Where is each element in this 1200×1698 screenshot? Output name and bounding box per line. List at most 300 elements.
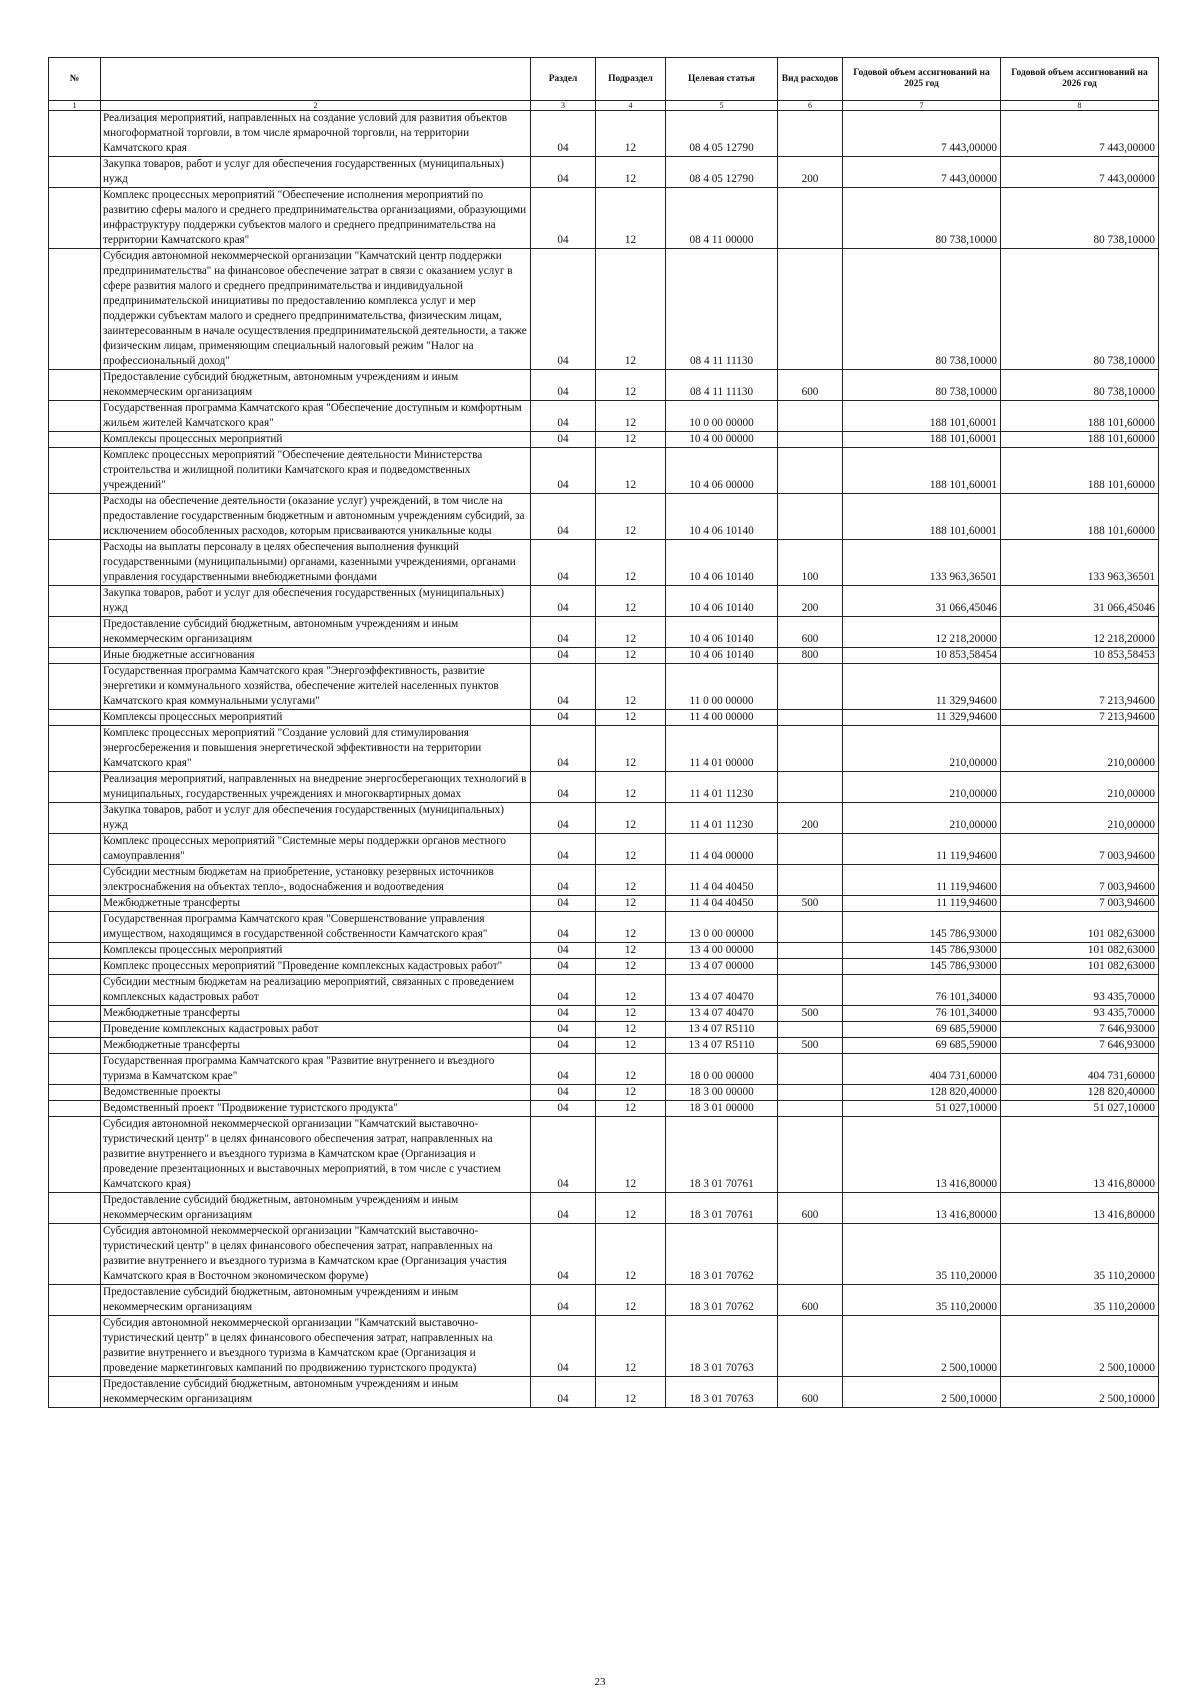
cell-statya: 11 0 00 00000 (666, 664, 778, 710)
cell-razdel: 04 (531, 943, 596, 959)
cell-podrazdel: 12 (596, 157, 666, 188)
cell-amount-2026: 35 110,20000 (1001, 1224, 1159, 1285)
column-number: 7 (843, 101, 1001, 111)
column-number: 5 (666, 101, 778, 111)
cell-amount-2025: 128 820,40000 (843, 1085, 1001, 1101)
cell-amount-2025: 35 110,20000 (843, 1224, 1001, 1285)
cell-statya: 08 4 11 11130 (666, 249, 778, 370)
cell-razdel: 04 (531, 1006, 596, 1022)
cell-podrazdel: 12 (596, 975, 666, 1006)
cell-podrazdel: 12 (596, 834, 666, 865)
table-row (49, 943, 1159, 959)
cell-statya: 18 3 00 00000 (666, 1085, 778, 1101)
cell-podrazdel: 12 (596, 111, 666, 157)
cell-podrazdel: 12 (596, 959, 666, 975)
table-row (49, 1006, 1159, 1022)
cell-statya: 10 4 06 10140 (666, 540, 778, 586)
cell-number (49, 912, 101, 943)
table-row (49, 726, 1159, 772)
cell-podrazdel: 12 (596, 370, 666, 401)
cell-vid (778, 1117, 843, 1193)
cell-vid (778, 772, 843, 803)
cell-amount-2025: 11 329,94600 (843, 710, 1001, 726)
cell-amount-2025: 80 738,10000 (843, 249, 1001, 370)
cell-statya: 11 4 04 40450 (666, 896, 778, 912)
cell-podrazdel: 12 (596, 432, 666, 448)
header-2025: Годовой объем ассигнований на 2025 год (843, 58, 1001, 101)
cell-vid: 100 (778, 540, 843, 586)
cell-amount-2026: 188 101,60000 (1001, 401, 1159, 432)
cell-name: Субсидии местным бюджетам на реализацию мероприятий, связанных с проведением комплексных кадастровых работ (101, 975, 531, 1006)
cell-name: Межбюджетные трансферты (101, 1006, 531, 1022)
cell-vid (778, 1022, 843, 1038)
cell-number (49, 834, 101, 865)
cell-razdel: 04 (531, 1085, 596, 1101)
cell-amount-2026: 7 646,93000 (1001, 1038, 1159, 1054)
cell-amount-2026: 210,00000 (1001, 803, 1159, 834)
cell-number (49, 959, 101, 975)
cell-statya: 18 3 01 70763 (666, 1377, 778, 1408)
cell-number (49, 1377, 101, 1408)
cell-name: Предоставление субсидий бюджетным, автономным учреждениям и иным некоммерческим организациям (101, 1285, 531, 1316)
cell-amount-2026: 7 443,00000 (1001, 111, 1159, 157)
cell-number (49, 803, 101, 834)
table-row (49, 249, 1159, 370)
cell-name: Государственная программа Камчатского края "Обеспечение доступным и комфортным жильем жителей Камчатского края" (101, 401, 531, 432)
column-number: 2 (101, 101, 531, 111)
cell-statya: 08 4 11 11130 (666, 370, 778, 401)
cell-name: Межбюджетные трансферты (101, 1038, 531, 1054)
cell-vid: 800 (778, 648, 843, 664)
cell-name: Межбюджетные трансферты (101, 896, 531, 912)
cell-amount-2026: 2 500,10000 (1001, 1377, 1159, 1408)
cell-name: Закупка товаров, работ и услуг для обеспечения государственных (муниципальных) нужд (101, 803, 531, 834)
cell-name: Государственная программа Камчатского края "Развитие внутреннего и въездного туризма в Камчатском крае" (101, 1054, 531, 1085)
cell-podrazdel: 12 (596, 772, 666, 803)
cell-name: Комплекс процессных мероприятий "Системные меры поддержки органов местного самоуправления" (101, 834, 531, 865)
cell-name: Комплексы процессных мероприятий (101, 943, 531, 959)
table-row (49, 664, 1159, 710)
cell-podrazdel: 12 (596, 1285, 666, 1316)
cell-number (49, 710, 101, 726)
cell-amount-2026: 133 963,36501 (1001, 540, 1159, 586)
cell-statya: 13 0 00 00000 (666, 912, 778, 943)
cell-number (49, 249, 101, 370)
cell-statya: 10 4 06 10140 (666, 617, 778, 648)
cell-name: Комплексы процессных мероприятий (101, 432, 531, 448)
cell-razdel: 04 (531, 865, 596, 896)
cell-vid (778, 494, 843, 540)
cell-statya: 10 4 06 00000 (666, 448, 778, 494)
cell-vid: 600 (778, 617, 843, 648)
cell-amount-2025: 210,00000 (843, 803, 1001, 834)
cell-vid (778, 1316, 843, 1377)
cell-name: Предоставление субсидий бюджетным, автономным учреждениям и иным некоммерческим организациям (101, 1377, 531, 1408)
cell-number (49, 1285, 101, 1316)
cell-vid: 200 (778, 803, 843, 834)
cell-vid: 600 (778, 1285, 843, 1316)
cell-amount-2025: 11 119,94600 (843, 834, 1001, 865)
cell-razdel: 04 (531, 370, 596, 401)
header-row (49, 58, 1159, 101)
cell-razdel: 04 (531, 803, 596, 834)
table-row (49, 1316, 1159, 1377)
cell-number (49, 1316, 101, 1377)
cell-statya: 11 4 04 00000 (666, 834, 778, 865)
cell-vid (778, 959, 843, 975)
cell-vid (778, 834, 843, 865)
cell-name: Реализация мероприятий, направленных на внедрение энергосберегающих технологий в муниципальных, государственных учреждениях и многоквартирных домах (101, 772, 531, 803)
column-number: 1 (49, 101, 101, 111)
cell-amount-2026: 12 218,20000 (1001, 617, 1159, 648)
cell-podrazdel: 12 (596, 1038, 666, 1054)
table-row (49, 1022, 1159, 1038)
cell-vid (778, 912, 843, 943)
table-row (49, 834, 1159, 865)
table-row (49, 1224, 1159, 1285)
cell-podrazdel: 12 (596, 664, 666, 710)
cell-name: Комплекс процессных мероприятий "Обеспечение деятельности Министерства строительства и жилищной политики Камчатского края и подведомственных учреждений" (101, 448, 531, 494)
cell-name: Комплекс процессных мероприятий "Создание условий для стимулирования энергосбережения и повышения энергетической эффективности на территории Камчатского края" (101, 726, 531, 772)
cell-amount-2026: 51 027,10000 (1001, 1101, 1159, 1117)
cell-statya: 18 0 00 00000 (666, 1054, 778, 1085)
cell-amount-2026: 80 738,10000 (1001, 249, 1159, 370)
table-row (49, 540, 1159, 586)
cell-number (49, 586, 101, 617)
cell-amount-2026: 35 110,20000 (1001, 1285, 1159, 1316)
table-row (49, 1101, 1159, 1117)
cell-statya: 11 4 01 11230 (666, 772, 778, 803)
cell-amount-2025: 10 853,58454 (843, 648, 1001, 664)
cell-razdel: 04 (531, 617, 596, 648)
cell-podrazdel: 12 (596, 1117, 666, 1193)
table-row (49, 803, 1159, 834)
cell-amount-2025: 145 786,93000 (843, 912, 1001, 943)
cell-statya: 18 3 01 70763 (666, 1316, 778, 1377)
cell-statya: 10 4 06 10140 (666, 494, 778, 540)
cell-amount-2025: 12 218,20000 (843, 617, 1001, 648)
cell-name: Проведение комплексных кадастровых работ (101, 1022, 531, 1038)
cell-vid (778, 975, 843, 1006)
table-row (49, 772, 1159, 803)
cell-podrazdel: 12 (596, 943, 666, 959)
table-row (49, 111, 1159, 157)
table-row (49, 401, 1159, 432)
cell-amount-2026: 13 416,80000 (1001, 1193, 1159, 1224)
cell-vid: 500 (778, 1038, 843, 1054)
cell-amount-2026: 128 820,40000 (1001, 1085, 1159, 1101)
cell-name: Комплекс процессных мероприятий "Обеспечение исполнения мероприятий по развитию сферы малого и среднего предпринимательства организациями, образующими инфраструктуру поддержки субъектов малого и среднего предпринимательства на территории Камчатского края" (101, 188, 531, 249)
cell-amount-2025: 51 027,10000 (843, 1101, 1001, 1117)
cell-name: Субсидия автономной некоммерческой организации "Камчатский выставочно-туристический центр" в целях финансового обеспечения затрат, направленных на развитие внутреннего и въездного туризма в Камчатском крае (Организация и проведение маркетинговых кампаний по продвижению туристского продукта) (101, 1316, 531, 1377)
cell-number (49, 1193, 101, 1224)
cell-razdel: 04 (531, 648, 596, 664)
cell-razdel: 04 (531, 1101, 596, 1117)
cell-number (49, 1085, 101, 1101)
cell-vid (778, 943, 843, 959)
cell-amount-2025: 13 416,80000 (843, 1193, 1001, 1224)
cell-amount-2026: 188 101,60000 (1001, 432, 1159, 448)
cell-amount-2025: 404 731,60000 (843, 1054, 1001, 1085)
cell-name: Ведомственный проект "Продвижение туристского продукта" (101, 1101, 531, 1117)
header-podrazdel: Подраздел (596, 58, 666, 101)
cell-number (49, 494, 101, 540)
cell-razdel: 04 (531, 726, 596, 772)
cell-vid (778, 1054, 843, 1085)
budget-allocation-table (48, 57, 1159, 1408)
cell-number (49, 772, 101, 803)
table-row (49, 617, 1159, 648)
cell-amount-2025: 80 738,10000 (843, 188, 1001, 249)
cell-podrazdel: 12 (596, 896, 666, 912)
cell-podrazdel: 12 (596, 1193, 666, 1224)
cell-statya: 13 4 07 R5110 (666, 1038, 778, 1054)
cell-podrazdel: 12 (596, 540, 666, 586)
cell-name: Закупка товаров, работ и услуг для обеспечения государственных (муниципальных) нужд (101, 157, 531, 188)
cell-razdel: 04 (531, 432, 596, 448)
header-statya: Целевая статья (666, 58, 778, 101)
cell-name: Предоставление субсидий бюджетным, автономным учреждениям и иным некоммерческим организациям (101, 1193, 531, 1224)
cell-statya: 18 3 01 70762 (666, 1285, 778, 1316)
cell-name: Субсидии местным бюджетам на приобретение, установку резервных источников электроснабжения на объектах тепло-, водоснабжения и водоотведения (101, 865, 531, 896)
cell-statya: 13 4 00 00000 (666, 943, 778, 959)
cell-podrazdel: 12 (596, 1006, 666, 1022)
cell-amount-2025: 11 329,94600 (843, 664, 1001, 710)
cell-amount-2025: 31 066,45046 (843, 586, 1001, 617)
table-row (49, 157, 1159, 188)
table-row (49, 1085, 1159, 1101)
cell-vid: 200 (778, 157, 843, 188)
cell-name: Государственная программа Камчатского края "Энергоэффективность, развитие энергетики и коммунального хозяйства, обеспечение жителей населенных пунктов Камчатского края коммунальными услугами" (101, 664, 531, 710)
table-row (49, 188, 1159, 249)
cell-amount-2025: 13 416,80000 (843, 1117, 1001, 1193)
cell-amount-2026: 101 082,63000 (1001, 912, 1159, 943)
table-row (49, 710, 1159, 726)
cell-razdel: 04 (531, 959, 596, 975)
cell-podrazdel: 12 (596, 648, 666, 664)
cell-razdel: 04 (531, 710, 596, 726)
cell-amount-2025: 7 443,00000 (843, 157, 1001, 188)
cell-amount-2026: 7 003,94600 (1001, 896, 1159, 912)
cell-amount-2025: 145 786,93000 (843, 943, 1001, 959)
table-row (49, 912, 1159, 943)
cell-vid (778, 710, 843, 726)
table-row (49, 1054, 1159, 1085)
cell-name: Субсидия автономной некоммерческой организации "Камчатский выставочно-туристический центр" в целях финансового обеспечения затрат, направленных на развитие внутреннего и въездного туризма в Камчатском крае (Организация и проведение презентационных и выставочных мероприятий, в том числе с участием Камчатского края) (101, 1117, 531, 1193)
table-row (49, 1038, 1159, 1054)
cell-amount-2025: 80 738,10000 (843, 370, 1001, 401)
cell-vid: 200 (778, 586, 843, 617)
cell-number (49, 540, 101, 586)
column-number-row (49, 101, 1159, 111)
cell-podrazdel: 12 (596, 865, 666, 896)
cell-razdel: 04 (531, 586, 596, 617)
cell-amount-2026: 31 066,45046 (1001, 586, 1159, 617)
cell-amount-2026: 101 082,63000 (1001, 943, 1159, 959)
cell-amount-2026: 13 416,80000 (1001, 1117, 1159, 1193)
table-row (49, 1117, 1159, 1193)
cell-amount-2025: 76 101,34000 (843, 1006, 1001, 1022)
cell-vid (778, 1224, 843, 1285)
cell-razdel: 04 (531, 540, 596, 586)
cell-vid: 600 (778, 370, 843, 401)
table-row (49, 959, 1159, 975)
cell-podrazdel: 12 (596, 1224, 666, 1285)
cell-vid (778, 249, 843, 370)
table-row (49, 448, 1159, 494)
cell-razdel: 04 (531, 494, 596, 540)
cell-amount-2026: 7 003,94600 (1001, 865, 1159, 896)
cell-razdel: 04 (531, 834, 596, 865)
cell-vid: 600 (778, 1377, 843, 1408)
cell-vid (778, 111, 843, 157)
cell-name: Расходы на выплаты персоналу в целях обеспечения выполнения функций государственными (муниципальными) органами, казенными учреждениями, органами управления государственными внебюджетными фондами (101, 540, 531, 586)
cell-number (49, 401, 101, 432)
cell-amount-2026: 101 082,63000 (1001, 959, 1159, 975)
cell-amount-2026: 210,00000 (1001, 772, 1159, 803)
cell-razdel: 04 (531, 1316, 596, 1377)
cell-amount-2025: 69 685,59000 (843, 1038, 1001, 1054)
cell-amount-2026: 7 003,94600 (1001, 834, 1159, 865)
cell-number (49, 896, 101, 912)
cell-amount-2026: 188 101,60000 (1001, 494, 1159, 540)
cell-razdel: 04 (531, 1285, 596, 1316)
table-header (49, 58, 1159, 111)
column-number: 4 (596, 101, 666, 111)
table-row (49, 896, 1159, 912)
cell-name: Расходы на обеспечение деятельности (оказание услуг) учреждений, в том числе на предоставление государственным бюджетным и автономным учреждениям субсидий, за исключением обособленных расходов, которым присваиваются уникальные коды (101, 494, 531, 540)
cell-statya: 18 3 01 70761 (666, 1117, 778, 1193)
cell-name: Предоставление субсидий бюджетным, автономным учреждениям и иным некоммерческим организациям (101, 617, 531, 648)
cell-statya: 08 4 11 00000 (666, 188, 778, 249)
cell-amount-2026: 404 731,60000 (1001, 1054, 1159, 1085)
cell-amount-2025: 2 500,10000 (843, 1377, 1001, 1408)
cell-number (49, 1006, 101, 1022)
cell-number (49, 617, 101, 648)
cell-statya: 13 4 07 40470 (666, 975, 778, 1006)
cell-razdel: 04 (531, 912, 596, 943)
cell-amount-2026: 7 213,94600 (1001, 664, 1159, 710)
cell-number (49, 188, 101, 249)
cell-podrazdel: 12 (596, 401, 666, 432)
cell-podrazdel: 12 (596, 249, 666, 370)
cell-vid (778, 1085, 843, 1101)
cell-amount-2025: 133 963,36501 (843, 540, 1001, 586)
cell-statya: 13 4 07 R5110 (666, 1022, 778, 1038)
cell-vid: 500 (778, 896, 843, 912)
cell-number (49, 1101, 101, 1117)
cell-name: Комплексы процессных мероприятий (101, 710, 531, 726)
cell-statya: 11 4 01 00000 (666, 726, 778, 772)
cell-number (49, 664, 101, 710)
cell-razdel: 04 (531, 1377, 596, 1408)
cell-amount-2026: 7 646,93000 (1001, 1022, 1159, 1038)
cell-name: Государственная программа Камчатского края "Совершенствование управления имуществом, находящимся в государственной собственности Камчатского края" (101, 912, 531, 943)
cell-razdel: 04 (531, 1022, 596, 1038)
cell-number (49, 157, 101, 188)
cell-vid (778, 726, 843, 772)
cell-name: Предоставление субсидий бюджетным, автономным учреждениям и иным некоммерческим организациям (101, 370, 531, 401)
table-row (49, 975, 1159, 1006)
header-num: № (49, 58, 101, 101)
page-number: 23 (594, 1676, 606, 1688)
cell-statya: 18 3 01 00000 (666, 1101, 778, 1117)
cell-podrazdel: 12 (596, 1054, 666, 1085)
cell-amount-2026: 93 435,70000 (1001, 975, 1159, 1006)
cell-razdel: 04 (531, 975, 596, 1006)
cell-razdel: 04 (531, 448, 596, 494)
cell-vid (778, 664, 843, 710)
cell-vid (778, 448, 843, 494)
cell-name: Комплекс процессных мероприятий "Проведение комплексных кадастровых работ" (101, 959, 531, 975)
table-row (49, 1193, 1159, 1224)
cell-podrazdel: 12 (596, 1101, 666, 1117)
cell-number (49, 1022, 101, 1038)
cell-statya: 13 4 07 40470 (666, 1006, 778, 1022)
table-row (49, 648, 1159, 664)
cell-vid (778, 401, 843, 432)
cell-amount-2026: 80 738,10000 (1001, 370, 1159, 401)
cell-statya: 18 3 01 70761 (666, 1193, 778, 1224)
cell-vid (778, 188, 843, 249)
cell-statya: 08 4 05 12790 (666, 111, 778, 157)
cell-amount-2026: 10 853,58453 (1001, 648, 1159, 664)
cell-amount-2026: 7 443,00000 (1001, 157, 1159, 188)
cell-amount-2025: 69 685,59000 (843, 1022, 1001, 1038)
cell-amount-2025: 188 101,60001 (843, 494, 1001, 540)
cell-statya: 08 4 05 12790 (666, 157, 778, 188)
cell-number (49, 943, 101, 959)
cell-amount-2026: 7 213,94600 (1001, 710, 1159, 726)
cell-podrazdel: 12 (596, 617, 666, 648)
cell-statya: 10 4 06 10140 (666, 586, 778, 617)
cell-amount-2025: 210,00000 (843, 772, 1001, 803)
cell-vid: 600 (778, 1193, 843, 1224)
table-body (49, 111, 1159, 1408)
cell-vid (778, 865, 843, 896)
cell-podrazdel: 12 (596, 1316, 666, 1377)
cell-amount-2025: 210,00000 (843, 726, 1001, 772)
cell-number (49, 1224, 101, 1285)
cell-razdel: 04 (531, 188, 596, 249)
cell-amount-2025: 11 119,94600 (843, 896, 1001, 912)
cell-razdel: 04 (531, 401, 596, 432)
cell-podrazdel: 12 (596, 726, 666, 772)
cell-razdel: 04 (531, 1054, 596, 1085)
cell-podrazdel: 12 (596, 586, 666, 617)
table-row (49, 494, 1159, 540)
column-number: 6 (778, 101, 843, 111)
cell-number (49, 432, 101, 448)
cell-podrazdel: 12 (596, 1022, 666, 1038)
cell-vid: 500 (778, 1006, 843, 1022)
table-row (49, 586, 1159, 617)
cell-podrazdel: 12 (596, 912, 666, 943)
header-razdel: Раздел (531, 58, 596, 101)
cell-amount-2025: 76 101,34000 (843, 975, 1001, 1006)
cell-razdel: 04 (531, 1193, 596, 1224)
cell-amount-2026: 93 435,70000 (1001, 1006, 1159, 1022)
cell-amount-2025: 145 786,93000 (843, 959, 1001, 975)
cell-amount-2025: 188 101,60001 (843, 432, 1001, 448)
cell-statya: 10 4 00 00000 (666, 432, 778, 448)
cell-statya: 10 4 06 10140 (666, 648, 778, 664)
cell-name: Субсидия автономной некоммерческой организации "Камчатский выставочно-туристический центр" в целях финансового обеспечения затрат, направленных на развитие внутреннего и въездного туризма в Камчатском крае (Организация участия Камчатского края в Восточном экономическом форуме) (101, 1224, 531, 1285)
cell-podrazdel: 12 (596, 710, 666, 726)
cell-podrazdel: 12 (596, 494, 666, 540)
cell-amount-2025: 188 101,60001 (843, 448, 1001, 494)
cell-number (49, 1054, 101, 1085)
